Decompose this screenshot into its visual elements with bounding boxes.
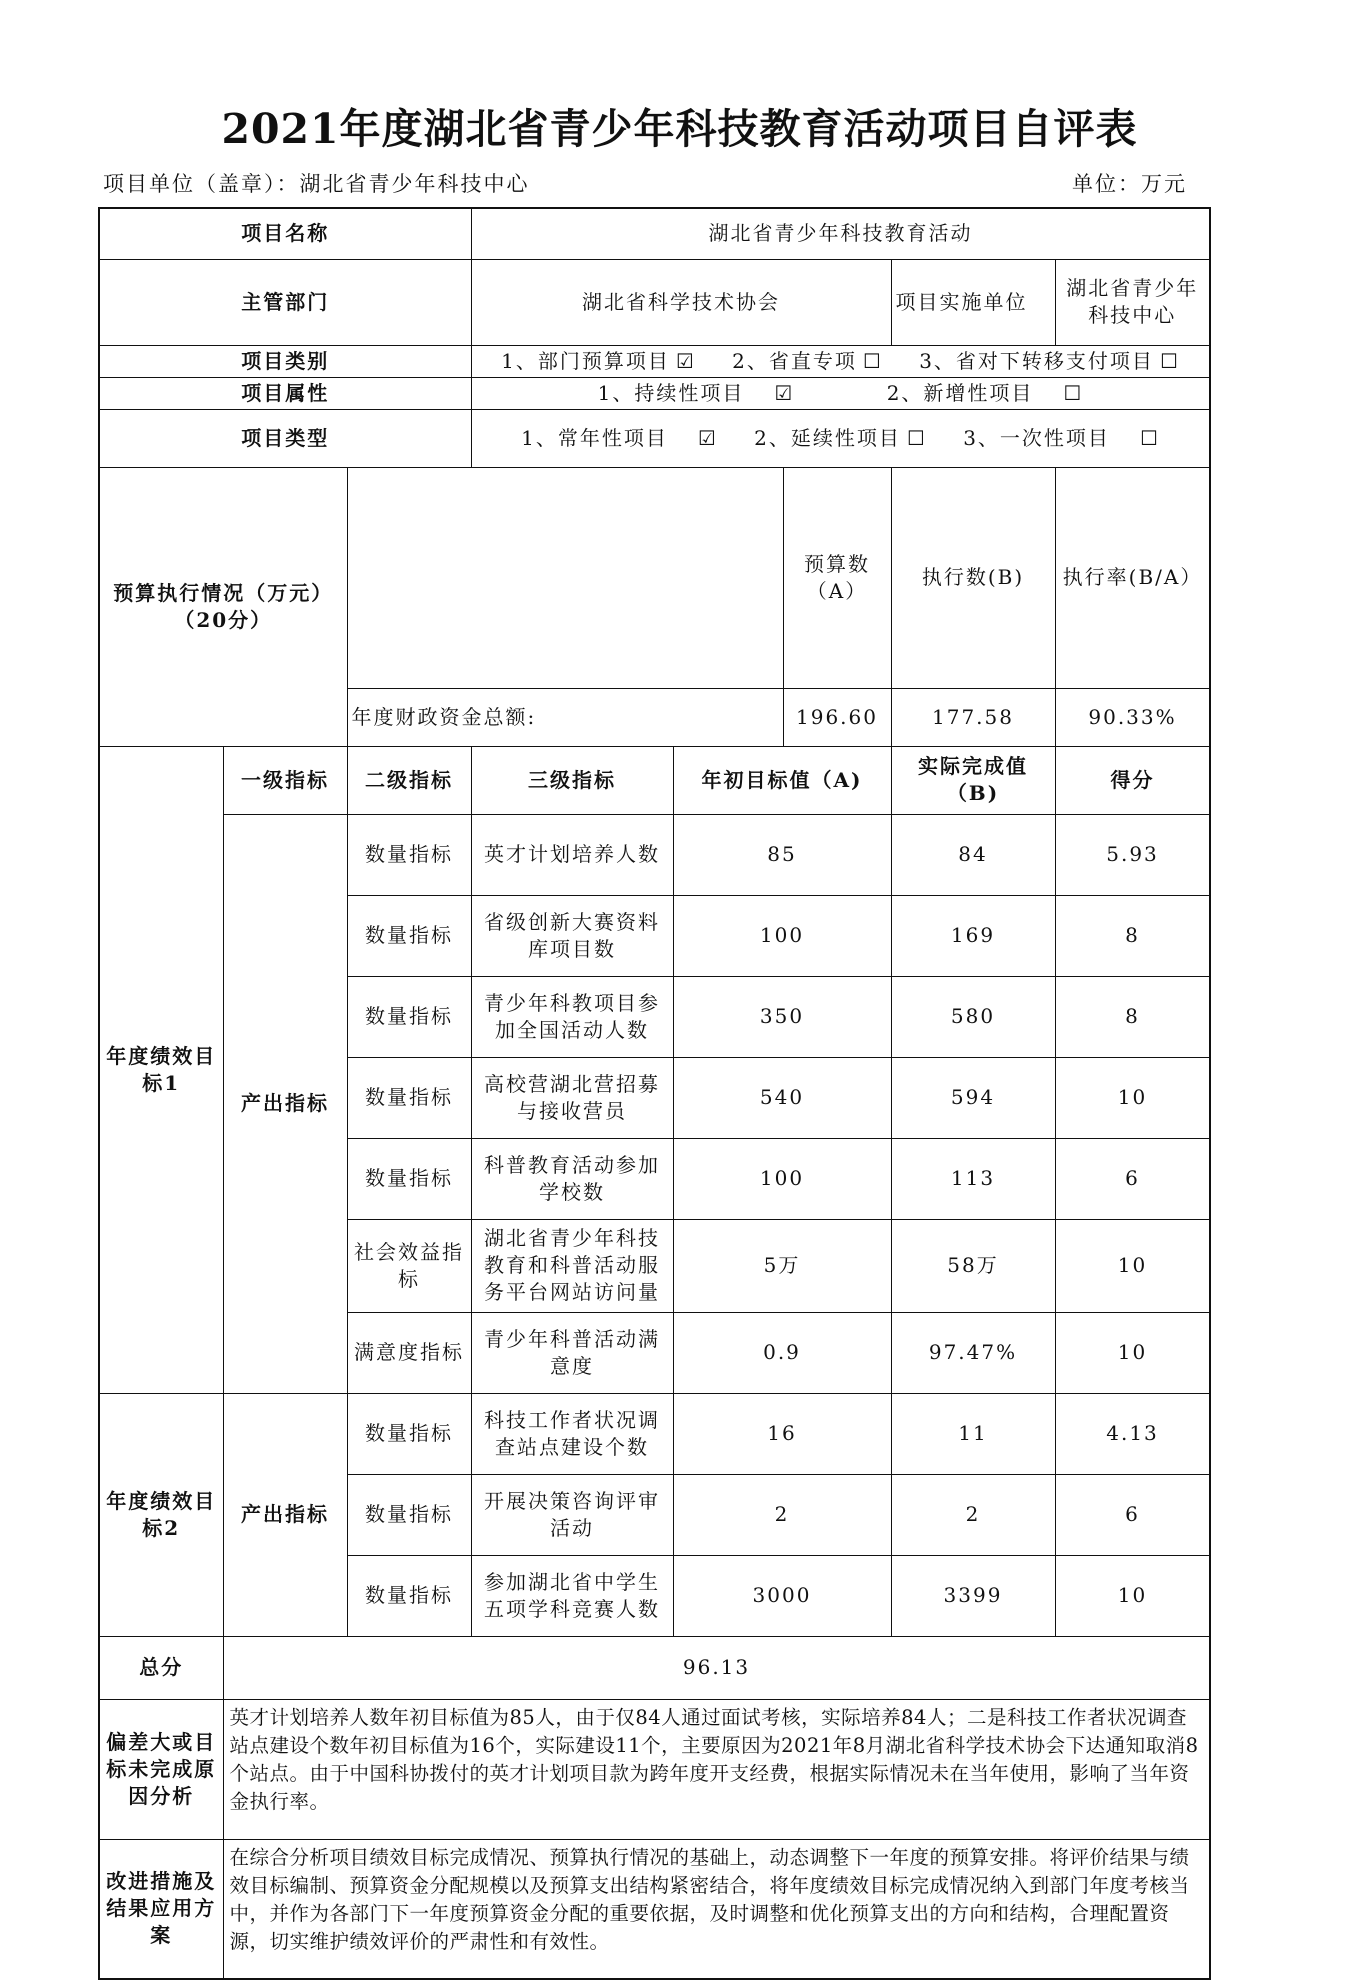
category-options [471, 345, 1210, 377]
budget-header-blank [347, 467, 783, 688]
target-cell: 350 [673, 976, 891, 1057]
goal2-level1: 产出指标 [223, 1393, 347, 1636]
level3-cell: 参加湖北省中学生五项学科竞赛人数 [471, 1555, 673, 1636]
department-value: 湖北省科学技术协会 [471, 259, 891, 345]
header-level2: 二级指标 [347, 746, 471, 814]
actual-cell: 3399 [891, 1555, 1055, 1636]
option-text: 1、常年性项目 [521, 425, 668, 450]
row-attribute [99, 377, 1210, 409]
empty-box-icon: ☐ [1139, 425, 1160, 450]
budget-value-b: 177.58 [891, 688, 1055, 746]
row-category [99, 345, 1210, 377]
level3-cell: 湖北省青少年科技教育和科普活动服务平台网站访问量 [471, 1219, 673, 1312]
header-score: 得分 [1055, 746, 1210, 814]
level2-cell: 数量指标 [347, 1555, 471, 1636]
score-cell: 10 [1055, 1555, 1210, 1636]
header-target: 年初目标值（A) [673, 746, 891, 814]
money-unit-label: 单位：万元 [1072, 172, 1187, 196]
row-type [99, 409, 1210, 467]
level2-cell: 数量指标 [347, 1474, 471, 1555]
deviation-text: 英才计划培养人数年初目标值为85人，由于仅84人通过面试考核，实际培养84人；二是科技工作者状况调查站点建设个数年初目标值为16个，实际建设11个，主要原因为2021年8月湖北省科学技术协会下达通知取消8个站点。由于中国科协拨付的英才计划项目款为跨年度开支经费，根据实际情况未在当年使用，影响了当年资金执行率。 [223, 1699, 1210, 1839]
implementing-unit-value: 湖北省青少年科技中心 [1055, 259, 1210, 345]
type-options [471, 409, 1210, 467]
level2-cell: 数量指标 [347, 814, 471, 895]
target-cell: 100 [673, 1138, 891, 1219]
project-name-value: 湖北省青少年科技教育活动 [471, 208, 1210, 259]
empty-box-icon: ☐ [906, 425, 927, 450]
empty-box-icon: ☐ [1159, 348, 1180, 373]
actual-cell: 594 [891, 1057, 1055, 1138]
budget-header-b: 执行数(B) [891, 467, 1055, 688]
actual-cell: 84 [891, 814, 1055, 895]
type-option [754, 426, 927, 450]
project-name-label: 项目名称 [99, 208, 471, 259]
total-label: 总分 [99, 1636, 223, 1699]
actual-cell: 58万 [891, 1219, 1055, 1312]
budget-header-rate: 执行率(B/A） [1055, 467, 1210, 688]
checked-box-icon: ☑ [675, 348, 696, 373]
target-cell: 100 [673, 895, 891, 976]
row-project-name [99, 208, 1210, 259]
category-label: 项目类别 [99, 345, 471, 377]
level2-cell: 数量指标 [347, 976, 471, 1057]
row-deviation [99, 1699, 1210, 1839]
score-cell: 10 [1055, 1219, 1210, 1312]
table-row [99, 814, 1210, 895]
actual-cell: 580 [891, 976, 1055, 1057]
row-budget-header [99, 467, 1210, 688]
target-cell: 2 [673, 1474, 891, 1555]
option-text: 2、省直专项 [732, 348, 857, 373]
score-cell: 8 [1055, 895, 1210, 976]
actual-cell: 97.47% [891, 1312, 1055, 1393]
level3-cell: 青少年科教项目参加全国活动人数 [471, 976, 673, 1057]
budget-row-label: 年度财政资金总额: [347, 688, 783, 746]
target-cell: 5万 [673, 1219, 891, 1312]
level2-cell: 数量指标 [347, 1138, 471, 1219]
attribute-label: 项目属性 [99, 377, 471, 409]
option-text: 3、一次性项目 [963, 425, 1110, 450]
header-level3: 三级指标 [471, 746, 673, 814]
evaluation-table-wrapper [98, 207, 1209, 1954]
page-title: 2021年度湖北省青少年科技教育活动项目自评表 [221, 105, 1138, 153]
level2-cell: 满意度指标 [347, 1312, 471, 1393]
type-label: 项目类型 [99, 409, 471, 467]
row-indicator-header [99, 746, 1210, 814]
category-option [732, 349, 883, 373]
score-cell: 5.93 [1055, 814, 1210, 895]
type-option [521, 426, 718, 450]
option-text: 1、持续性项目 [597, 380, 745, 405]
row-department [99, 259, 1210, 345]
budget-value-rate: 90.33% [1055, 688, 1210, 746]
level3-cell: 英才计划培养人数 [471, 814, 673, 895]
attribute-option [887, 381, 1084, 405]
target-cell: 85 [673, 814, 891, 895]
category-option [501, 349, 696, 373]
score-cell: 6 [1055, 1138, 1210, 1219]
row-improvement [99, 1839, 1210, 1979]
row-total [99, 1636, 1210, 1699]
score-cell: 10 [1055, 1057, 1210, 1138]
target-cell: 540 [673, 1057, 891, 1138]
table-row [99, 1393, 1210, 1474]
budget-value-a: 196.60 [783, 688, 891, 746]
budget-header-a: 预算数（A） [783, 467, 891, 688]
improvement-text: 在综合分析项目绩效目标完成情况、预算执行情况的基础上，动态调整下一年度的预算安排。将评价结果与绩效目标编制、预算资金分配规模以及预算支出结构紧密结合，将年度绩效目标完成情况纳入到部门年度考核当中，并作为各部门下一年度预算资金分配的重要依据，及时调整和优化预算支出的方向和结构，合理配置资源，切实维护绩效评价的严肃性和有效性。 [223, 1839, 1210, 1979]
implementing-unit-label: 项目实施单位 [891, 259, 1055, 345]
project-unit-label: 项目单位（盖章）：湖北省青少年科技中心 [103, 172, 530, 196]
goal1-level1: 产出指标 [223, 814, 347, 1393]
target-cell: 0.9 [673, 1312, 891, 1393]
actual-cell: 11 [891, 1393, 1055, 1474]
checked-box-icon: ☑ [697, 425, 718, 450]
goal2-label: 年度绩效目标2 [99, 1393, 223, 1636]
level2-cell: 数量指标 [347, 895, 471, 976]
header-actual: 实际完成值（B) [891, 746, 1055, 814]
option-text: 1、部门预算项目 [501, 348, 670, 373]
level3-cell: 科技工作者状况调查站点建设个数 [471, 1393, 673, 1474]
deviation-label: 偏差大或目标未完成原因分析 [99, 1699, 223, 1839]
level2-cell: 社会效益指标 [347, 1219, 471, 1312]
total-value: 96.13 [223, 1636, 1210, 1699]
actual-cell: 2 [891, 1474, 1055, 1555]
score-cell: 6 [1055, 1474, 1210, 1555]
target-cell: 3000 [673, 1555, 891, 1636]
target-cell: 16 [673, 1393, 891, 1474]
empty-box-icon: ☐ [862, 348, 883, 373]
level3-cell: 省级创新大赛资料库项目数 [471, 895, 673, 976]
empty-box-icon: ☐ [1063, 380, 1084, 405]
option-text: 2、新增性项目 [886, 380, 1034, 405]
attribute-option [598, 381, 795, 405]
checked-box-icon: ☑ [774, 380, 795, 405]
improvement-label: 改进措施及结果应用方案 [99, 1839, 223, 1979]
level3-cell: 开展决策咨询评审活动 [471, 1474, 673, 1555]
option-text: 2、延续性项目 [754, 425, 901, 450]
evaluation-table [98, 207, 1211, 1980]
actual-cell: 169 [891, 895, 1055, 976]
option-text: 3、省对下转移支付项目 [919, 348, 1154, 373]
score-cell: 4.13 [1055, 1393, 1210, 1474]
goal1-label: 年度绩效目标1 [99, 746, 223, 1393]
category-option [919, 349, 1180, 373]
attribute-options [471, 377, 1210, 409]
header-level1: 一级指标 [223, 746, 347, 814]
level3-cell: 高校营湖北营招募与接收营员 [471, 1057, 673, 1138]
level3-cell: 科普教育活动参加学校数 [471, 1138, 673, 1219]
actual-cell: 113 [891, 1138, 1055, 1219]
score-cell: 8 [1055, 976, 1210, 1057]
level3-cell: 青少年科普活动满意度 [471, 1312, 673, 1393]
level2-cell: 数量指标 [347, 1057, 471, 1138]
level2-cell: 数量指标 [347, 1393, 471, 1474]
department-label: 主管部门 [99, 259, 471, 345]
type-option [963, 426, 1160, 450]
score-cell: 10 [1055, 1312, 1210, 1393]
budget-label: 预算执行情况（万元）（20分） [99, 467, 347, 746]
